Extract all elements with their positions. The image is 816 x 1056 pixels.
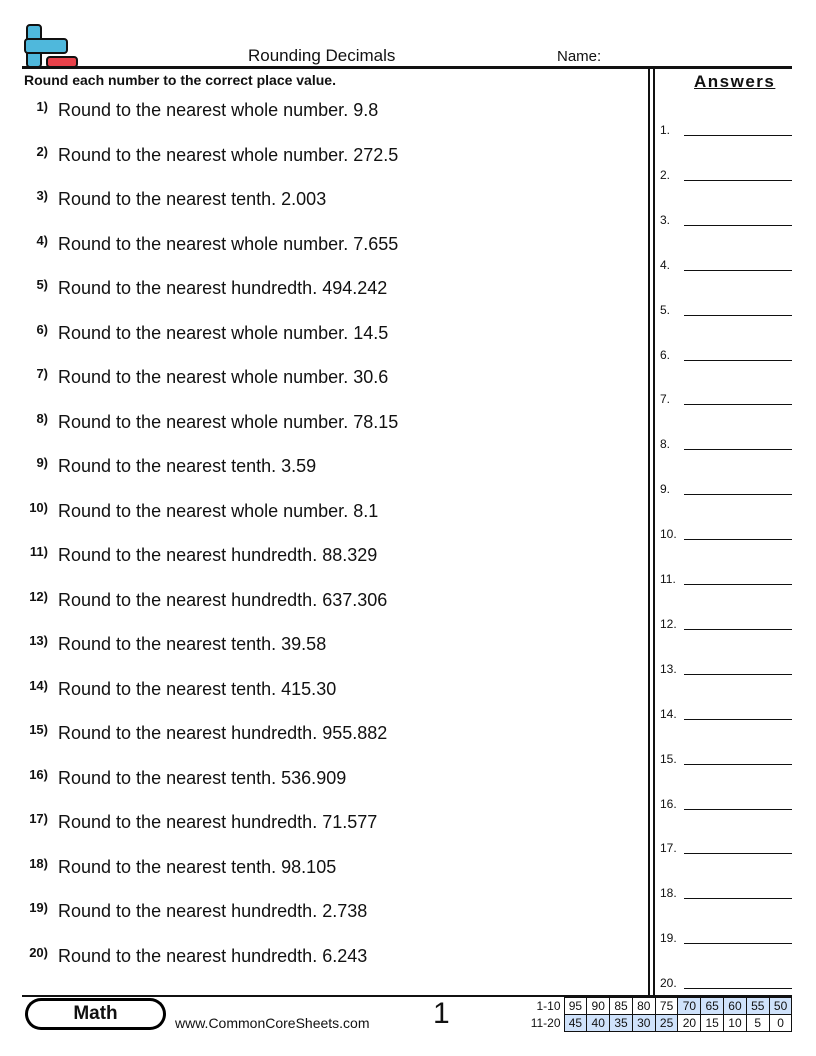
problem-number: 3): [36, 188, 48, 203]
answer-number: 1.: [660, 123, 671, 137]
problem-number: 5): [36, 277, 48, 292]
answer-blank[interactable]: [660, 886, 792, 900]
problem-item: [22, 545, 377, 566]
problem-number: 19): [29, 900, 48, 915]
answer-blank[interactable]: [660, 437, 792, 451]
score-cell: 95: [564, 998, 587, 1015]
answer-blank[interactable]: [660, 168, 792, 182]
problem-number: 15): [29, 722, 48, 737]
column-divider: [648, 66, 650, 996]
answer-blank[interactable]: [660, 572, 792, 586]
problem-text: Round to the nearest hundredth. 494.242: [58, 278, 388, 298]
answer-line[interactable]: [684, 180, 792, 181]
plus-icon-center: [28, 40, 40, 52]
problem-text: Round to the nearest hundredth. 2.738: [58, 901, 368, 921]
score-cell: 45: [564, 1015, 587, 1032]
answer-blank[interactable]: [660, 213, 792, 227]
problem-item: [22, 901, 367, 922]
score-cell: 35: [610, 1015, 633, 1032]
problem-item: [22, 768, 346, 789]
problem-text: Round to the nearest tenth. 39.58: [58, 634, 327, 654]
answer-number: 11.: [660, 572, 676, 586]
problem-number: 16): [29, 766, 48, 782]
problem-text: Round to the nearest whole number. 9.8: [58, 100, 379, 120]
answer-number: 12.: [660, 616, 677, 631]
score-cell: 40: [587, 1015, 610, 1032]
problem-item: [22, 634, 326, 655]
problem-text: Round to the nearest hundredth. 637.306: [58, 589, 388, 610]
answer-blank[interactable]: [660, 392, 792, 406]
score-cell: 10: [724, 1015, 747, 1032]
problem-number: 11): [29, 544, 48, 559]
answer-line[interactable]: [684, 629, 792, 630]
score-cell: 50: [769, 998, 792, 1015]
problem-text: Round to the nearest hundredth. 88.329: [58, 545, 378, 565]
answer-line[interactable]: [684, 315, 792, 316]
worksheet-title: Rounding Decimals: [248, 46, 396, 65]
answer-blank[interactable]: [660, 482, 792, 496]
problem-text: Round to the nearest whole number. 78.15: [58, 411, 399, 432]
score-cell: 85: [610, 998, 633, 1015]
score-cell: 70: [678, 998, 701, 1015]
problem-text: Round to the nearest whole number. 7.655: [58, 233, 399, 254]
problem-item: [22, 456, 316, 477]
problem-number: 18): [29, 855, 48, 871]
answer-line[interactable]: [684, 404, 792, 405]
website-url: www.CommonCoreSheets.com: [175, 1015, 370, 1031]
score-row: [527, 998, 792, 1015]
problem-number: 6): [36, 321, 48, 337]
problem-text: Round to the nearest tenth. 3.59: [58, 456, 317, 476]
problem-item: [22, 679, 336, 700]
problem-item: [22, 723, 387, 744]
problem-text: Round to the nearest whole number. 30.6: [58, 367, 389, 387]
answer-line[interactable]: [684, 943, 792, 944]
score-cell: 15: [701, 1015, 724, 1032]
answer-number: 10.: [660, 527, 677, 542]
problem-number: 13): [29, 633, 48, 648]
answer-line[interactable]: [684, 809, 792, 810]
answers-heading: Answers: [694, 72, 776, 91]
problem-number: 1): [36, 99, 48, 114]
answer-blank[interactable]: [660, 662, 792, 676]
problem-text: Round to the nearest hundredth. 955.882: [58, 723, 388, 743]
answer-line[interactable]: [684, 988, 792, 989]
answer-number: 20.: [660, 976, 677, 991]
problem-number: 7): [36, 366, 48, 381]
answer-blank[interactable]: [660, 348, 792, 362]
problem-number: 10): [29, 499, 48, 515]
score-cell: 0: [769, 1015, 792, 1032]
problem-number: 14): [29, 677, 48, 693]
answer-line[interactable]: [684, 135, 792, 136]
problem-number: 9): [36, 455, 48, 470]
score-cell: 75: [655, 998, 678, 1015]
page-number: 1: [433, 997, 450, 1030]
answer-blank[interactable]: [660, 797, 792, 811]
score-cell: 20: [678, 1015, 701, 1032]
answer-number: 19.: [660, 931, 677, 946]
problem-text: Round to the nearest whole number. 14.5: [58, 322, 389, 343]
answer-number: 5.: [660, 302, 671, 317]
answer-line[interactable]: [684, 449, 792, 450]
answer-line[interactable]: [684, 225, 792, 226]
score-cell: 30: [632, 1015, 655, 1032]
answer-number: 15.: [660, 751, 677, 766]
problem-number: 2): [36, 143, 48, 159]
answer-number: 13.: [660, 661, 677, 676]
answer-line[interactable]: [684, 494, 792, 495]
answer-number: 9.: [660, 482, 671, 497]
answer-blank[interactable]: [660, 258, 792, 272]
answer-line[interactable]: [684, 584, 792, 585]
problem-item: [22, 590, 387, 611]
problem-item: [22, 100, 378, 121]
problem-number: 12): [29, 588, 48, 604]
problem-text: Round to the nearest tenth. 98.105: [58, 856, 337, 877]
answer-number: 2.: [660, 167, 671, 182]
subject-label: Math: [28, 1001, 163, 1027]
answer-number: 7.: [660, 392, 671, 407]
problem-number: 17): [29, 811, 48, 826]
header-divider: [22, 66, 792, 69]
answer-line[interactable]: [684, 898, 792, 899]
answer-line[interactable]: [684, 719, 792, 720]
answer-number: 4.: [660, 257, 671, 272]
answer-blank[interactable]: [660, 707, 792, 721]
name-label: Name:: [557, 48, 602, 65]
answer-number: 6.: [660, 347, 671, 362]
score-cell: 80: [632, 998, 655, 1015]
problem-item: [22, 323, 388, 344]
column-divider: [653, 66, 655, 996]
score-table: [527, 997, 792, 1032]
subject-badge: [25, 998, 166, 1030]
answer-line[interactable]: [684, 764, 792, 765]
instructions: Round each number to the correct place value.: [24, 72, 336, 88]
answer-blank[interactable]: [660, 617, 792, 631]
answer-line[interactable]: [684, 270, 792, 271]
problem-text: Round to the nearest hundredth. 71.577: [58, 812, 378, 832]
answer-blank[interactable]: [660, 841, 792, 855]
problem-text: Round to the nearest whole number. 272.5: [58, 144, 399, 165]
problem-item: [22, 857, 336, 878]
problem-item: [22, 145, 398, 166]
score-cell: 90: [587, 998, 610, 1015]
problem-text: Round to the nearest tenth. 415.30: [58, 678, 337, 699]
problem-number: 4): [36, 232, 48, 248]
problem-item: [22, 501, 378, 522]
problem-item: [22, 234, 398, 255]
answer-number: 16.: [660, 796, 677, 811]
problem-item: [22, 812, 377, 833]
answer-blank[interactable]: [660, 123, 792, 137]
score-cell: 60: [724, 998, 747, 1015]
answer-blank[interactable]: [660, 527, 792, 541]
score-cell: 65: [701, 998, 724, 1015]
problem-item: [22, 189, 326, 210]
answer-blank[interactable]: [660, 976, 792, 990]
problem-text: Round to the nearest tenth. 2.003: [58, 189, 327, 209]
score-row-label: 1-10: [536, 999, 561, 1013]
score-row: [527, 1015, 792, 1032]
score-cell: 55: [746, 998, 769, 1015]
problem-item: [22, 278, 387, 299]
answer-number: 17.: [660, 841, 677, 856]
answer-number: 8.: [660, 437, 671, 452]
answer-line[interactable]: [684, 674, 792, 675]
answer-line[interactable]: [684, 360, 792, 361]
problem-text: Round to the nearest tenth. 536.909: [58, 767, 347, 788]
problem-number: 8): [36, 410, 48, 426]
problem-item: [22, 412, 398, 433]
problem-item: [22, 946, 367, 967]
answer-number: 14.: [660, 706, 677, 721]
answer-number: 3.: [660, 212, 671, 227]
answer-blank[interactable]: [660, 752, 792, 766]
answer-number: 18.: [660, 886, 677, 901]
answer-line[interactable]: [684, 539, 792, 540]
score-cell: 25: [655, 1015, 678, 1032]
problem-number: 20): [29, 944, 48, 960]
problem-text: Round to the nearest whole number. 8.1: [58, 500, 379, 521]
answer-line[interactable]: [684, 853, 792, 854]
problem-item: [22, 367, 388, 388]
answer-blank[interactable]: [660, 303, 792, 317]
answer-blank[interactable]: [660, 931, 792, 945]
problem-text: Round to the nearest hundredth. 6.243: [58, 945, 368, 966]
score-row-label: 11-20: [530, 1016, 561, 1030]
score-cell: 5: [746, 1015, 769, 1032]
